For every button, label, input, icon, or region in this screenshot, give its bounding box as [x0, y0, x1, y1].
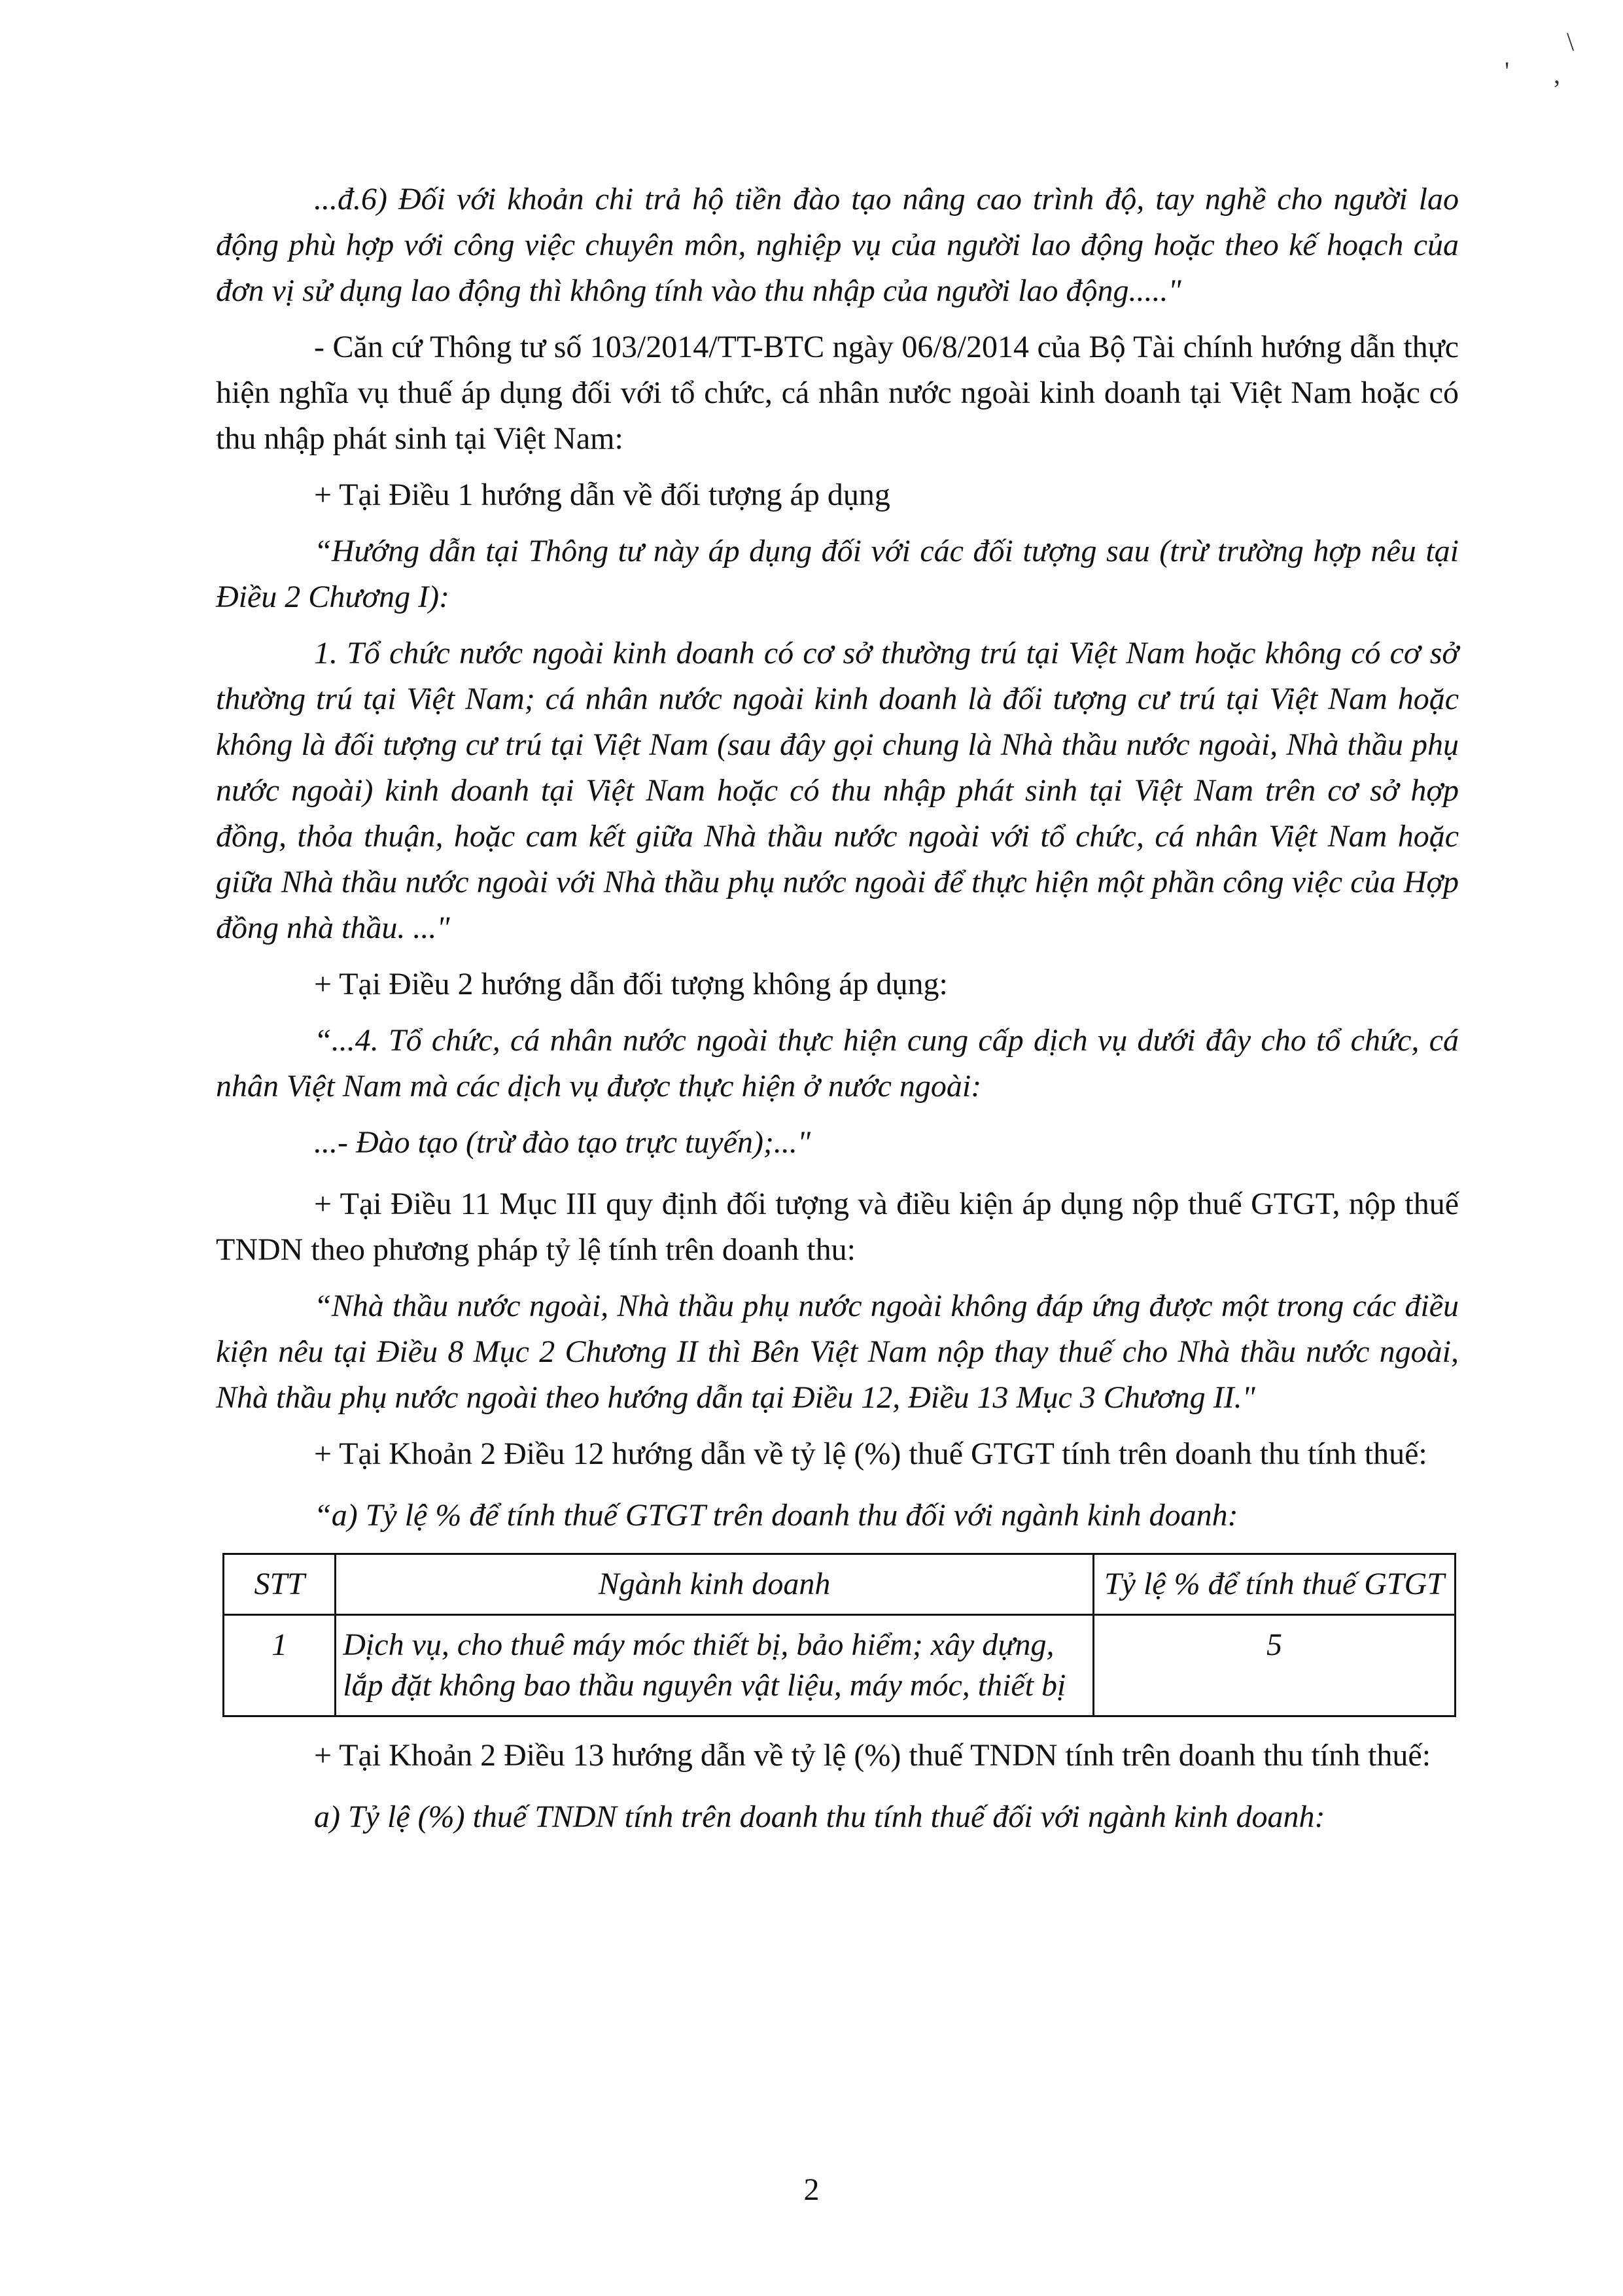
- paragraph-quote-d6: ...đ.6) Đối với khoản chi trả hộ tiền đào tạo nâng cao trình độ, tay nghề cho người lao động phù hợp với công việc chuyên môn, nghiệp vụ của người lao động hoặc theo kế hoạch của đơn vị sử dụng lao động thì không tính vào thu nhập của người lao động.....": [216, 182, 1459, 308]
- paragraph-training: ...- Đào tạo (trừ đào tạo trực tuyến);...": [314, 1125, 811, 1160]
- paragraph-vat-rate-intro: “a) Tỷ lệ % để tính thuế GTGT trên doanh thu đối với ngành kinh doanh:: [314, 1498, 1238, 1533]
- document-body: [216, 177, 1459, 1840]
- paragraph-quote-article-11: “Nhà thầu nước ngoài, Nhà thầu phụ nước ngoài không đáp ứng được một trong các điều kiện nêu tại Điều 8 Mục 2 Chương II thì Bên Việt Nam nộp thay thuế cho Nhà thầu nước ngoài, Nhà thầu phụ nước ngoài theo hướng dẫn tại Điều 12, Điều 13 Mục 3 Chương II.": [216, 1289, 1459, 1415]
- paragraph-article-1: + Tại Điều 1 hướng dẫn về đối tượng áp dụng: [314, 478, 890, 512]
- paragraph-article-2: + Tại Điều 2 hướng dẫn đối tượng không áp dụng:: [314, 967, 948, 1001]
- paragraph-article-11: + Tại Điều 11 Mục III quy định đối tượng và điều kiện áp dụng nộp thuế GTGT, nộp thuế TNDN theo phương pháp tỷ lệ tính trên doanh thu:: [216, 1187, 1459, 1267]
- table-header-row: [224, 1554, 1456, 1615]
- cell-business-sector: Dịch vụ, cho thuê máy móc thiết bị, bảo hiểm; xây dựng, lắp đặt không bao thầu nguyên vật liệu, máy móc, thiết bị: [336, 1615, 1094, 1716]
- header-stt: STT: [224, 1554, 336, 1615]
- header-business-sector: Ngành kinh doanh: [336, 1554, 1094, 1615]
- vat-rate-table: [222, 1553, 1456, 1717]
- paragraph-quote-article-2: “...4. Tổ chức, cá nhân nước ngoài thực hiện cung cấp dịch vụ dưới đây cho tổ chức, cá nhân Việt Nam mà các dịch vụ được thực hiện ở nước ngoài:: [216, 1023, 1459, 1104]
- page-number: 2: [803, 2172, 820, 2207]
- paragraph-cit-rate-intro: a) Tỷ lệ (%) thuế TNDN tính trên doanh thu tính thuế đối với ngành kinh doanh:: [314, 1800, 1325, 1834]
- paragraph-circular-103: - Căn cứ Thông tư số 103/2014/TT-BTC ngày 06/8/2014 của Bộ Tài chính hướng dẫn thực hiện nghĩa vụ thuế áp dụng đối với tổ chức, cá nhân nước ngoài kinh doanh tại Việt Nam hoặc có thu nhập phát sinh tại Việt Nam:: [216, 330, 1459, 456]
- header-vat-rate: Tỷ lệ % để tính thuế GTGT: [1093, 1554, 1455, 1615]
- paragraph-article-12: + Tại Khoản 2 Điều 12 hướng dẫn về tỷ lệ (%) thuế GTGT tính trên doanh thu tính thuế:: [314, 1436, 1427, 1471]
- paragraph-quote-article-1: “Hướng dẫn tại Thông tư này áp dụng đối với các đối tượng sau (trừ trường hợp nêu tại Điều 2 Chương I):: [216, 534, 1459, 614]
- cell-vat-rate: 5: [1093, 1615, 1455, 1716]
- table-row: [224, 1615, 1456, 1716]
- paragraph-item-1: 1. Tổ chức nước ngoài kinh doanh có cơ sở thường trú tại Việt Nam hoặc không có cơ sở thường trú tại Việt Nam; cá nhân nước ngoài kinh doanh là đối tượng cư trú tại Việt Nam hoặc không là đối tượng cư trú tại Việt Nam (sau đây gọi chung là Nhà thầu nước ngoài, Nhà thầu phụ nước ngoài) kinh doanh tại Việt Nam hoặc có thu nhập phát sinh tại Việt Nam trên cơ sở hợp đồng, thỏa thuận, hoặc cam kết giữa Nhà thầu nước ngoài với tổ chức, cá nhân Việt Nam hoặc giữa Nhà thầu nước ngoài với Nhà thầu phụ nước ngoài để thực hiện một phần công việc của Hợp đồng nhà thầu. ...": [216, 636, 1459, 945]
- cell-stt: 1: [224, 1615, 336, 1716]
- paragraph-article-13: + Tại Khoản 2 Điều 13 hướng dẫn về tỷ lệ (%) thuế TNDN tính trên doanh thu tính thuế:: [314, 1738, 1431, 1773]
